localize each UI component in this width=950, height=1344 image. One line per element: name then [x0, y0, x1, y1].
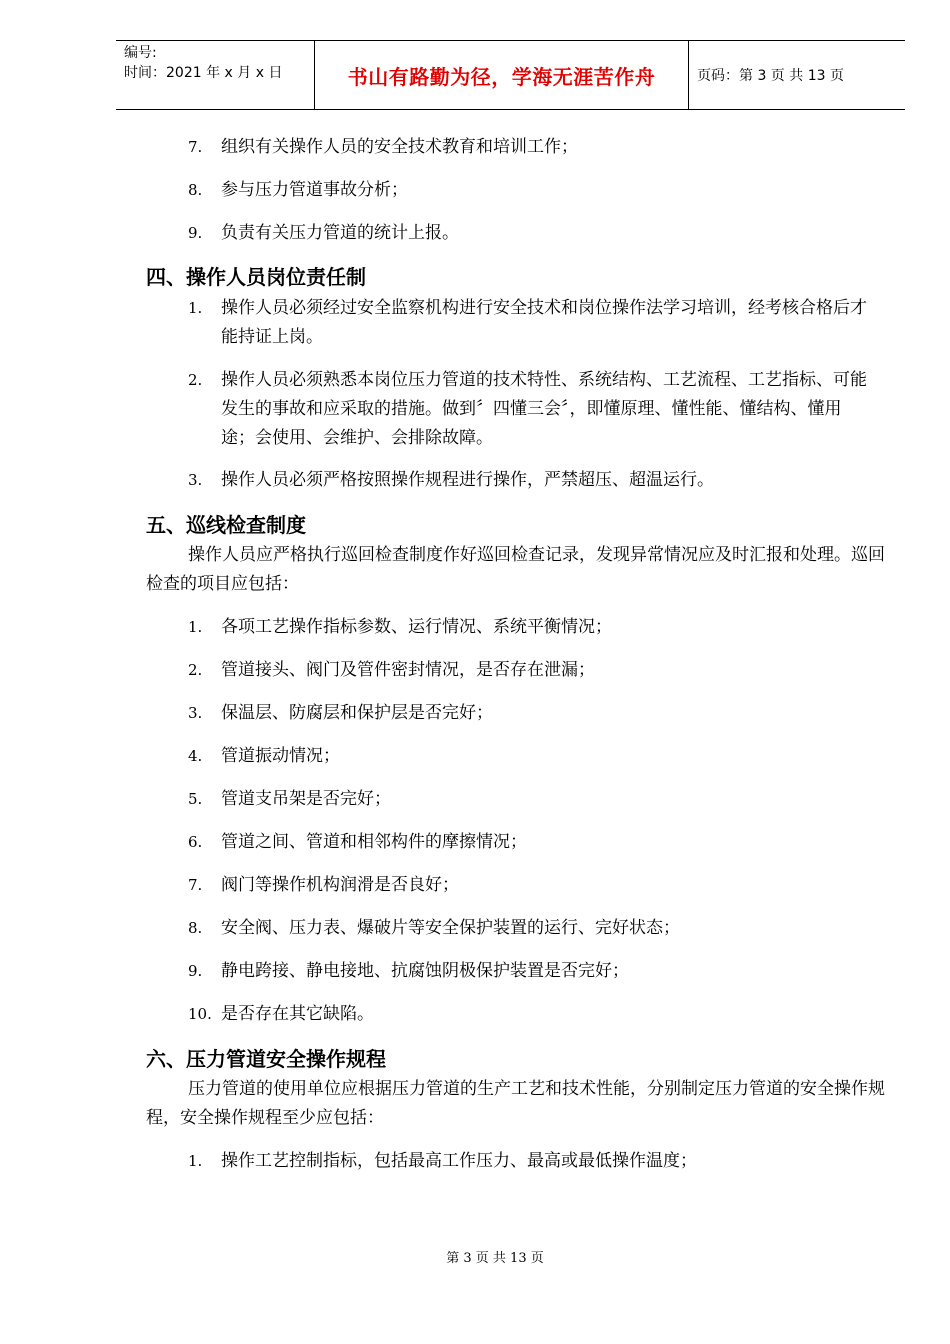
- item-number: 10.: [188, 1005, 212, 1023]
- item-number: 7.: [188, 138, 203, 156]
- item-number: 2.: [188, 661, 203, 679]
- item-text: 操作人员必须经过安全监察机构进行安全技术和岗位操作法学习培训，经考核合格后才能持证上岗。: [221, 298, 867, 347]
- section-heading: 六、压力管道安全操作规程: [146, 1047, 386, 1071]
- item-text: 是否存在其它缺陷。: [221, 1004, 374, 1024]
- list-item: [188, 466, 888, 495]
- list-item: [188, 828, 888, 857]
- page-header: [116, 40, 905, 110]
- header-page-cell: [689, 41, 905, 109]
- list-item: [188, 785, 888, 814]
- item-number: 1.: [188, 299, 203, 317]
- list-item: [188, 366, 888, 453]
- list-item: [188, 699, 888, 728]
- item-text: 操作人员必须严格按照操作规程进行操作，严禁超压、超温运行。: [221, 470, 714, 490]
- item-text: 组织有关操作人员的安全技术教育和培训工作；: [221, 137, 578, 157]
- item-number: 2.: [188, 371, 203, 389]
- item-number: 4.: [188, 747, 203, 765]
- serial-label: 编号:: [124, 45, 157, 61]
- section-intro: 压力管道的使用单位应根据压力管道的生产工艺和技术性能，分别制定压力管道的安全操作规程，安全操作规程至少应包括：: [146, 1079, 885, 1128]
- item-text: 安全阀、压力表、爆破片等安全保护装置的运行、完好状态；: [221, 918, 680, 938]
- list-item: [188, 871, 888, 900]
- item-text: 各项工艺操作指标参数、运行情况、系统平衡情况；: [221, 617, 612, 637]
- list-item: [188, 957, 888, 986]
- item-number: 8.: [188, 919, 203, 937]
- item-text: 负责有关压力管道的统计上报。: [221, 223, 459, 243]
- item-text: 管道接头、阀门及管件密封情况，是否存在泄漏；: [221, 660, 595, 680]
- page-label: 页码：第 3 页 共 13 页: [697, 68, 844, 84]
- item-text: 管道支吊架是否完好；: [221, 789, 391, 809]
- item-number: 1.: [188, 618, 203, 636]
- header-motto-cell: [315, 41, 689, 109]
- item-text: 操作人员必须熟悉本岗位压力管道的技术特性、系统结构、工艺流程、工艺指标、可能发生的事故和应采取的措施。做到〞四懂三会〞，即懂原理、懂性能、懂结构、懂用途；会使用、会维护、会排除故障。: [221, 370, 867, 448]
- section-intro: 操作人员应严格执行巡回检查制度作好巡回检查记录，发现异常情况应及时汇报和处理。巡回检查的项目应包括：: [146, 545, 885, 594]
- time-label: 时间：2021 年 x 月 x 日: [124, 65, 283, 81]
- item-text: 参与压力管道事故分析；: [221, 180, 408, 200]
- list-item: [188, 294, 888, 352]
- motto-text: 书山有路勤为径，学海无涯苦作舟: [347, 64, 656, 89]
- item-number: 7.: [188, 876, 203, 894]
- section-heading: 五、巡线检查制度: [146, 513, 306, 537]
- list-item: [188, 613, 888, 642]
- list-item: [188, 133, 888, 162]
- item-number: 9.: [188, 962, 203, 980]
- item-text: 管道之间、管道和相邻构件的摩擦情况；: [221, 832, 527, 852]
- item-number: 1.: [188, 1152, 203, 1170]
- list-item: [188, 176, 888, 205]
- section-heading: 四、操作人员岗位责任制: [146, 265, 366, 289]
- item-number: 8.: [188, 181, 203, 199]
- item-number: 6.: [188, 833, 203, 851]
- item-text: 静电跨接、静电接地、抗腐蚀阴极保护装置是否完好；: [221, 961, 629, 981]
- list-item: [188, 742, 888, 771]
- item-text: 保温层、防腐层和保护层是否完好；: [221, 703, 493, 723]
- item-text: 阀门等操作机构润滑是否良好；: [221, 875, 459, 895]
- page-footer: 第 3 页 共 13 页: [446, 1251, 544, 1266]
- header-meta: [116, 41, 315, 109]
- list-item: [188, 1147, 888, 1176]
- list-item: [188, 914, 888, 943]
- item-number: 3.: [188, 704, 203, 722]
- item-text: 管道振动情况；: [221, 746, 340, 766]
- item-number: 9.: [188, 224, 203, 242]
- item-text: 操作工艺控制指标，包括最高工作压力、最高或最低操作温度；: [221, 1151, 697, 1171]
- list-item: [188, 1000, 888, 1029]
- item-number: 5.: [188, 790, 203, 808]
- item-number: 3.: [188, 471, 203, 489]
- list-item: [188, 219, 888, 248]
- list-item: [188, 656, 888, 685]
